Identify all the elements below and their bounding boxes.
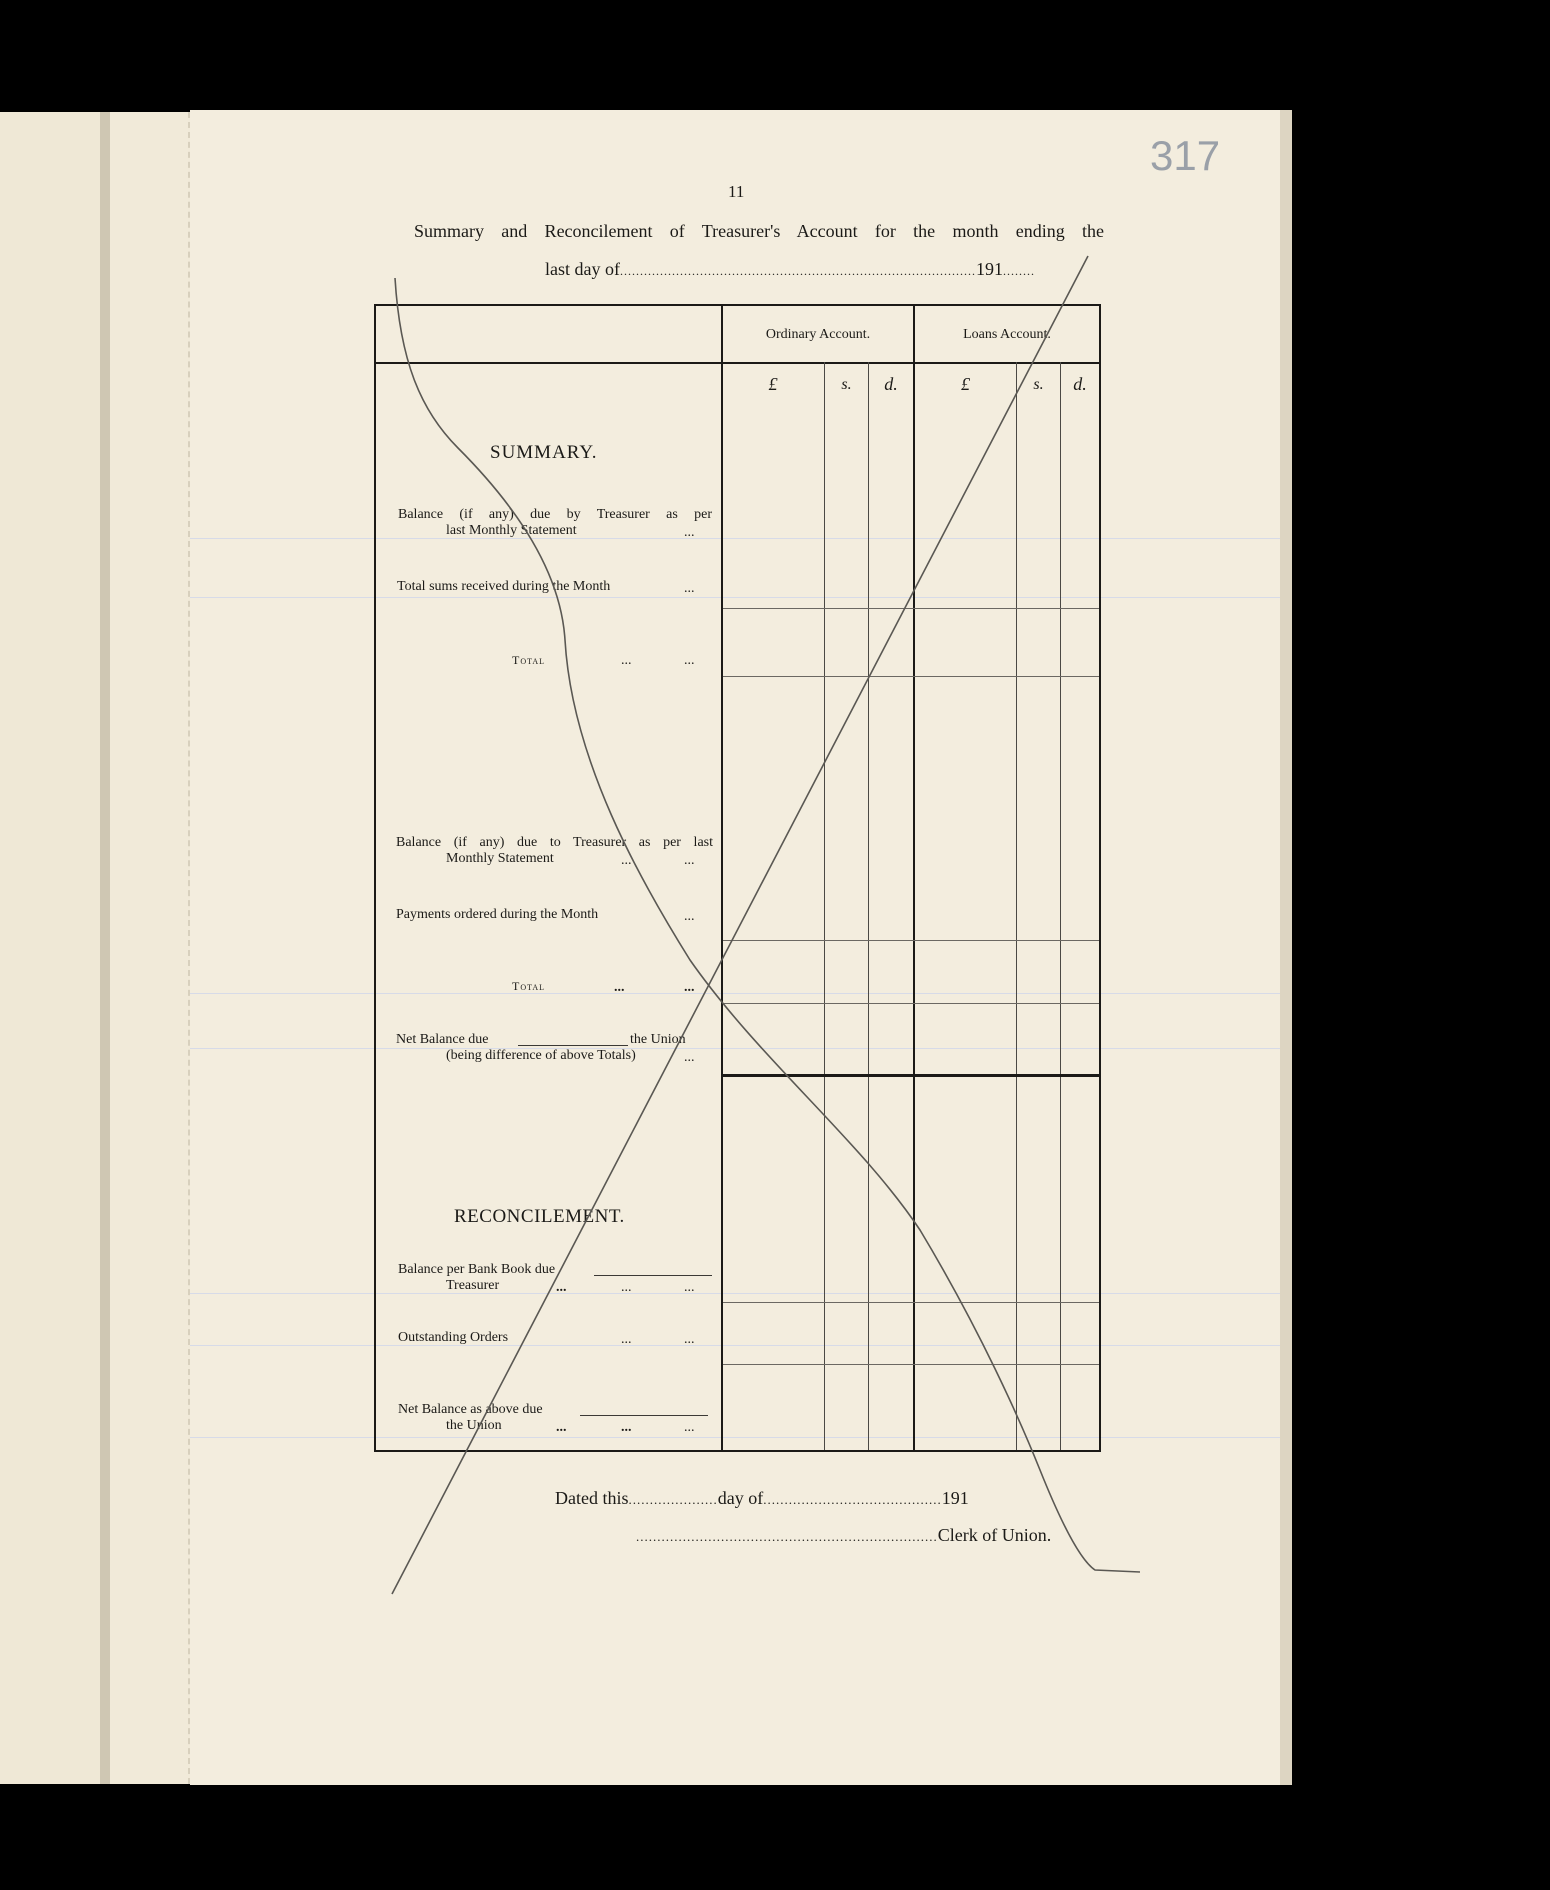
- bank-book-balance: Balance per Bank Book due: [398, 1262, 556, 1277]
- title-last-day: last day of: [545, 259, 620, 279]
- leader-dots: ...: [621, 653, 632, 668]
- pounds-header: £: [961, 374, 970, 394]
- leader-dots: ...: [684, 1332, 695, 1347]
- blank-dots: .....................: [628, 1492, 718, 1507]
- pence-header: d.: [884, 374, 898, 394]
- blank-dots: .......................................................................: [636, 1529, 938, 1544]
- folio-number: 317: [1150, 132, 1221, 179]
- outstanding-orders: Outstanding Orders: [398, 1330, 509, 1345]
- page-number: 11: [728, 182, 745, 201]
- title-blank: .........................................................................................: [619, 264, 976, 278]
- leader-dots: ...: [621, 1420, 632, 1435]
- loans-account-header: Loans Account.: [963, 327, 1051, 342]
- title-year: 191: [975, 259, 1003, 279]
- leader-dots: ...: [556, 1420, 567, 1435]
- summary-heading: SUMMARY.: [490, 442, 598, 463]
- net-balance-union: the Union: [630, 1032, 686, 1047]
- summary-total: Total: [512, 653, 546, 667]
- leader-dots: ...: [684, 525, 695, 540]
- leader-dots: ...: [684, 1050, 695, 1065]
- net-balance-note: (being difference of above Totals): [446, 1048, 636, 1063]
- leader-dots: ...: [684, 1420, 695, 1435]
- leader-dots: ...: [614, 980, 625, 995]
- summary-balance-by-treasurer-2: last Monthly Statement: [446, 523, 577, 538]
- summary-payments-ordered: Payments ordered during the Month: [396, 907, 599, 922]
- summary-balance-to-treasurer-2: Monthly Statement: [446, 851, 554, 866]
- net-balance-due: Net Balance due: [396, 1032, 489, 1047]
- leader-dots: ...: [621, 1280, 632, 1295]
- shillings-header: s.: [1033, 376, 1044, 393]
- clerk-of-union: Clerk of Union.: [937, 1525, 1052, 1545]
- blank-dots: ..........................................: [763, 1492, 942, 1507]
- summary-total-received: Total sums received during the Month: [397, 579, 611, 594]
- leader-dots: ...: [684, 980, 695, 995]
- cancellation-curve: [395, 278, 1140, 1572]
- leader-dots: ...: [621, 1332, 632, 1347]
- bank-book-treasurer: Treasurer: [446, 1278, 500, 1293]
- leader-dots: ...: [684, 653, 695, 668]
- title-year-blank: ........: [1002, 264, 1035, 278]
- reconcilement-heading: RECONCILEMENT.: [454, 1206, 625, 1227]
- leader-dots: ...: [684, 581, 695, 596]
- reconcile-the-union: the Union: [446, 1418, 502, 1433]
- form-title: Summary and Reconcilement of Treasurer's Account for the month ending the: [414, 221, 1104, 241]
- reconcile-net-balance: Net Balance as above due: [398, 1402, 543, 1417]
- leader-dots: ...: [684, 853, 695, 868]
- dated-year: 191: [941, 1488, 969, 1508]
- summary-balance-to-treasurer: Balance (if any) due to Treasurer as per last: [396, 835, 713, 850]
- summary-total-2: Total: [512, 979, 546, 993]
- leader-dots: ...: [556, 1280, 567, 1295]
- dated-day-of: day of: [717, 1488, 764, 1508]
- summary-balance-by-treasurer: Balance (if any) due by Treasurer as per: [398, 507, 712, 522]
- leader-dots: ...: [684, 1280, 695, 1295]
- ordinary-account-header: Ordinary Account.: [765, 327, 871, 342]
- pence-header: d.: [1073, 374, 1087, 394]
- cancellation-line: [392, 256, 1088, 1594]
- dated-this: Dated this: [555, 1488, 629, 1508]
- pounds-header: £: [768, 374, 778, 394]
- leader-dots: ...: [684, 909, 695, 924]
- leader-dots: ...: [621, 853, 632, 868]
- shillings-header: s.: [841, 376, 852, 393]
